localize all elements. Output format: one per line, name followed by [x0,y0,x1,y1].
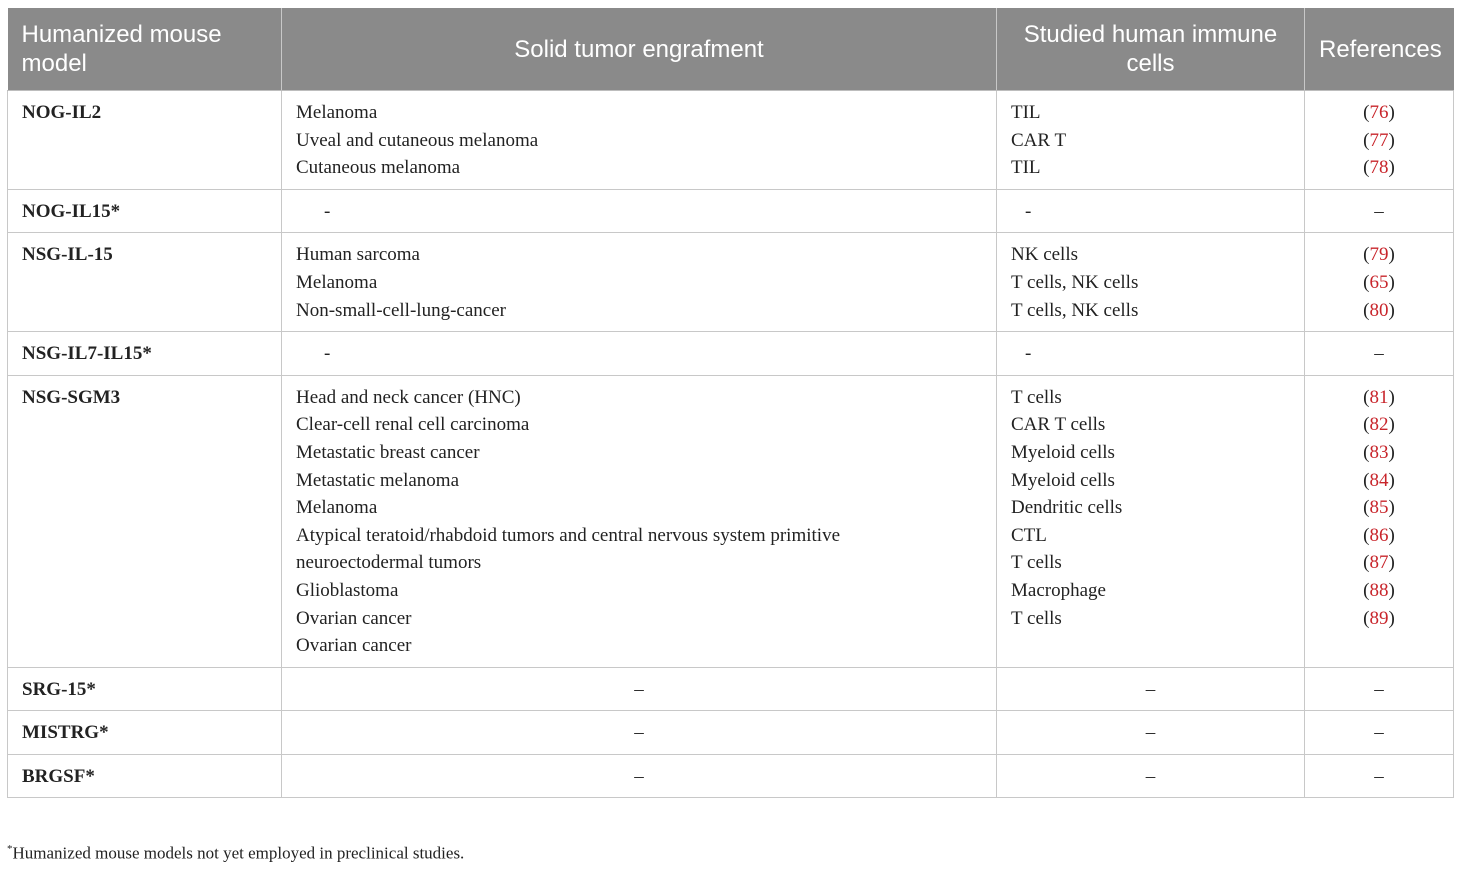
tumor-line: Metastatic breast cancer [296,441,480,463]
humanized-mouse-models-table [7,8,1454,798]
cells-cell: - [997,189,1305,233]
references-cell: – [1305,667,1454,711]
references-cell: – [1305,754,1454,798]
reference-link[interactable]: 78 [1369,157,1389,179]
cells-cell [997,91,1305,190]
model-cell: MISTRG* [8,711,282,755]
reference-link[interactable]: 81 [1369,386,1389,408]
cell-line: NK cells [1011,244,1079,266]
footnote-text: Humanized mouse models not yet employed in preclinical studies. [12,843,465,863]
table-row [8,233,1454,332]
tumor-line: Metastatic melanoma [296,469,460,491]
tumor-line: Cutaneous melanoma [296,157,461,179]
reference-link[interactable]: 82 [1369,414,1389,436]
reference-link[interactable]: 84 [1369,469,1389,491]
model-cell: SRG-15* [8,667,282,711]
reference-link[interactable]: 86 [1369,524,1389,546]
model-cell: NSG-IL-15 [8,233,282,332]
tumor-cell: – [282,667,997,711]
tumor-line: Human sarcoma [296,244,420,266]
tumor-line: Melanoma [296,102,378,123]
cells-cell: - [997,332,1305,376]
model-cell: NOG-IL15* [8,189,282,233]
cell-line: CAR T [1011,129,1067,151]
table-row [8,754,1454,798]
references-cell: – [1305,332,1454,376]
tumor-cell: – [282,711,997,755]
table-row [8,375,1454,667]
tumor-line: Uveal and cutaneous melanoma [296,129,539,151]
tumor-cell [282,375,997,667]
cells-cell: – [997,667,1305,711]
cell-line: CAR T cells [1011,414,1106,436]
cell-line: T cells, NK cells [1011,271,1139,293]
tumor-line: Glioblastoma [296,579,399,601]
reference-link[interactable]: 89 [1369,607,1389,629]
cells-cell [997,375,1305,667]
table-footnote [7,843,464,864]
cell-line: TIL [1011,157,1041,179]
reference-link[interactable]: 83 [1369,441,1389,463]
reference-link[interactable]: 76 [1369,102,1389,123]
cell-line: T cells [1011,386,1062,408]
reference-link[interactable]: 88 [1369,579,1389,601]
header-row [8,8,1454,91]
cell-line: T cells [1011,607,1062,629]
tumor-line: Atypical teratoid/rhabdoid tumors and central nervous system primitive [296,524,841,546]
header-cells: Studied human immune cells [997,8,1305,91]
table-row [8,189,1454,233]
reference-link[interactable]: 87 [1369,552,1389,574]
tumor-cell [282,91,997,190]
header-model: Humanized mouse model [8,8,282,91]
references-cell: – [1305,189,1454,233]
cell-line: Dendritic cells [1011,497,1123,519]
tumor-cell: – [282,754,997,798]
reference-link[interactable]: 65 [1369,271,1389,293]
cell-line: Myeloid cells [1011,441,1115,463]
cells-cell: – [997,754,1305,798]
cells-cell: – [997,711,1305,755]
table-row [8,711,1454,755]
model-cell: BRGSF* [8,754,282,798]
header-references: References [1305,8,1454,91]
cell-line: T cells, NK cells [1011,299,1139,321]
reference-link[interactable]: 79 [1369,244,1389,266]
tumor-line: Non-small-cell-lung-cancer [296,299,506,321]
cell-line: Macrophage [1011,579,1106,601]
tumor-line: Ovarian cancer [296,635,412,657]
tumor-cell: - [282,189,997,233]
table-row [8,667,1454,711]
cell-line: TIL [1011,102,1041,123]
tumor-cell: - [282,332,997,376]
cell-line: Myeloid cells [1011,469,1115,491]
reference-link[interactable]: 80 [1369,299,1389,321]
cell-line: T cells [1011,552,1062,574]
tumor-line: Melanoma [296,497,378,519]
footnote-mark: * [7,843,13,855]
model-cell: NSG-IL7-IL15* [8,332,282,376]
references-cell: (76) (77) (78) [1305,91,1454,190]
references-cell: (81) (82) (83) (84) (85) (86) (87) (88) (89) [1305,375,1454,667]
reference-link[interactable]: 77 [1369,129,1389,151]
references-cell: (79) (65) (80) [1305,233,1454,332]
header-tumor: Solid tumor engrafment [282,8,997,91]
reference-link[interactable]: 85 [1369,497,1389,519]
table-row [8,332,1454,376]
tumor-line: Melanoma [296,271,378,293]
references-cell: – [1305,711,1454,755]
tumor-line: Head and neck cancer (HNC) [296,386,521,408]
model-cell: NSG-SGM3 [8,375,282,667]
table-row [8,91,1454,190]
model-cell: NOG-IL2 [8,91,282,190]
tumor-line: Clear-cell renal cell carcinoma [296,414,530,436]
tumor-cell [282,233,997,332]
tumor-line: Ovarian cancer [296,607,412,629]
cells-cell [997,233,1305,332]
cell-line: CTL [1011,524,1047,546]
tumor-line: neuroectodermal tumors [296,552,482,574]
